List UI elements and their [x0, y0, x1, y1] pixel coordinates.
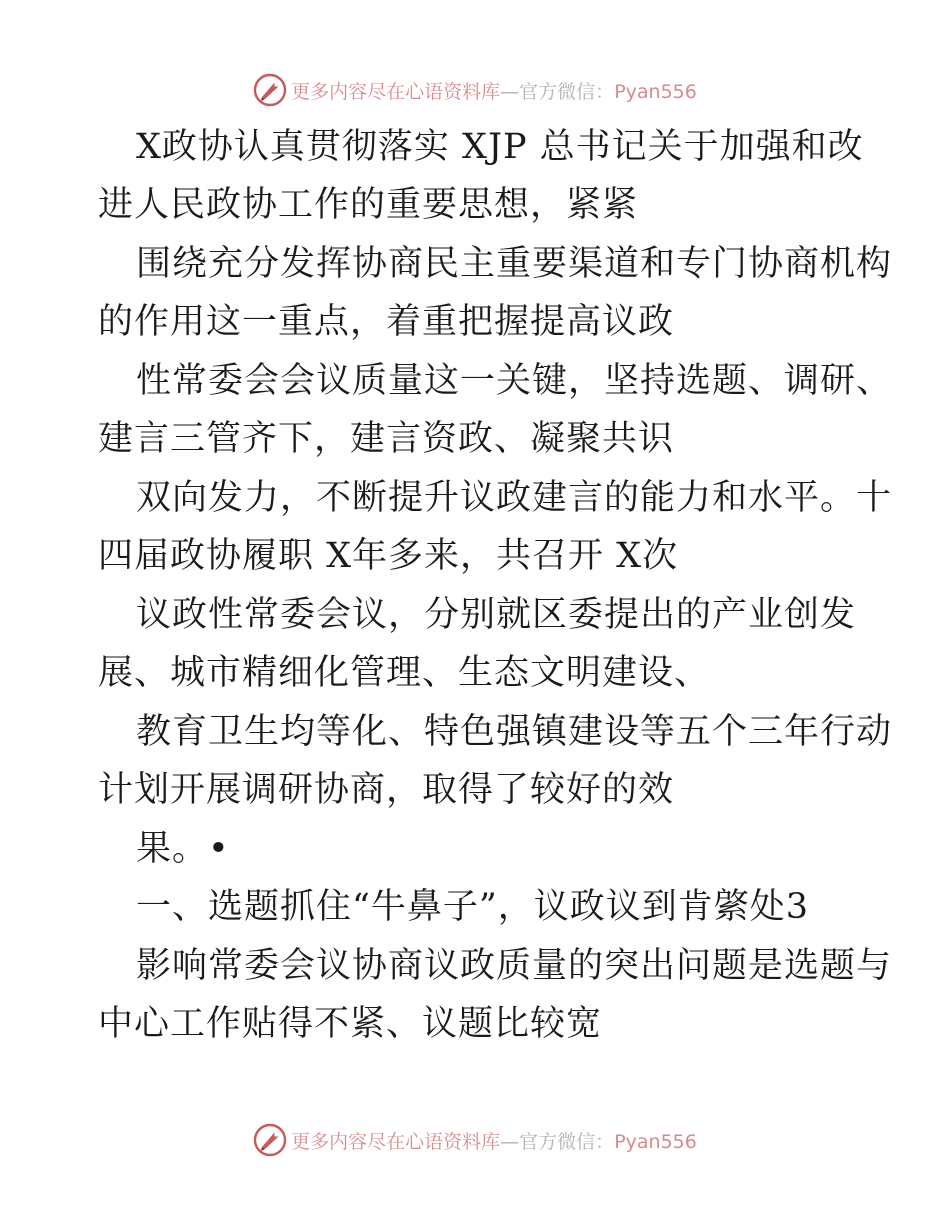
- watermark-wechat-id: Pyan556: [614, 80, 697, 103]
- pen-nib-logo-icon: [253, 73, 287, 107]
- paragraph-line: 进人民政协工作的重要思想，紧紧: [98, 185, 639, 225]
- watermark-text: [291, 1127, 697, 1154]
- section-heading: 一、选题抓住“牛鼻子”，议政议到肯綮处3: [136, 887, 810, 927]
- watermark-main: 更多内容尽在心语资料库: [291, 80, 501, 103]
- watermark-separator: —官方微信：: [500, 80, 615, 103]
- watermark-text: [291, 77, 697, 104]
- paragraph-line: 建言三管齐下，建言资政、凝聚共识: [98, 419, 675, 459]
- footer-watermark: [0, 1120, 950, 1160]
- paragraph-line: 展、城市精细化管理、生态文明建设、: [98, 653, 711, 693]
- paragraph-line: 议政性常委会议，分别就区委提出的产业创发: [136, 595, 857, 635]
- watermark-main: 更多内容尽在心语资料库: [291, 1130, 501, 1153]
- paragraph-line: 性常委会会议质量这一关键，坚持选题、调研、: [136, 361, 893, 401]
- paragraph-line: 双向发力，不断提升议政建言的能力和水平。十: [136, 478, 893, 518]
- pen-nib-logo-icon: [253, 1123, 287, 1157]
- paragraph-line: 教育卫生均等化、特色强镇建设等五个三年行动: [136, 712, 893, 752]
- paragraph-line: 中心工作贴得不紧、议题比较宽: [98, 1004, 603, 1044]
- paragraph-line: 影响常委会议协商议政质量的突出问题是选题与: [136, 946, 893, 986]
- paragraph-line: 围绕充分发挥协商民主重要渠道和专门协商机构: [136, 244, 893, 284]
- watermark-separator: —官方微信：: [500, 1130, 615, 1153]
- header-watermark: [0, 70, 950, 110]
- paragraph-line: 的作用这一重点，着重把握提高议政: [98, 302, 675, 342]
- paragraph-line: X政协认真贯彻落实 XJP 总书记关于加强和改: [136, 127, 864, 167]
- paragraph-line: 四届政协履职 X年多来，共召开 X次: [98, 536, 679, 576]
- watermark-wechat-id: Pyan556: [614, 1130, 697, 1153]
- paragraph-line: 计划开展调研协商，取得了较好的效: [98, 770, 675, 810]
- paragraph-line: 果。•: [136, 829, 230, 869]
